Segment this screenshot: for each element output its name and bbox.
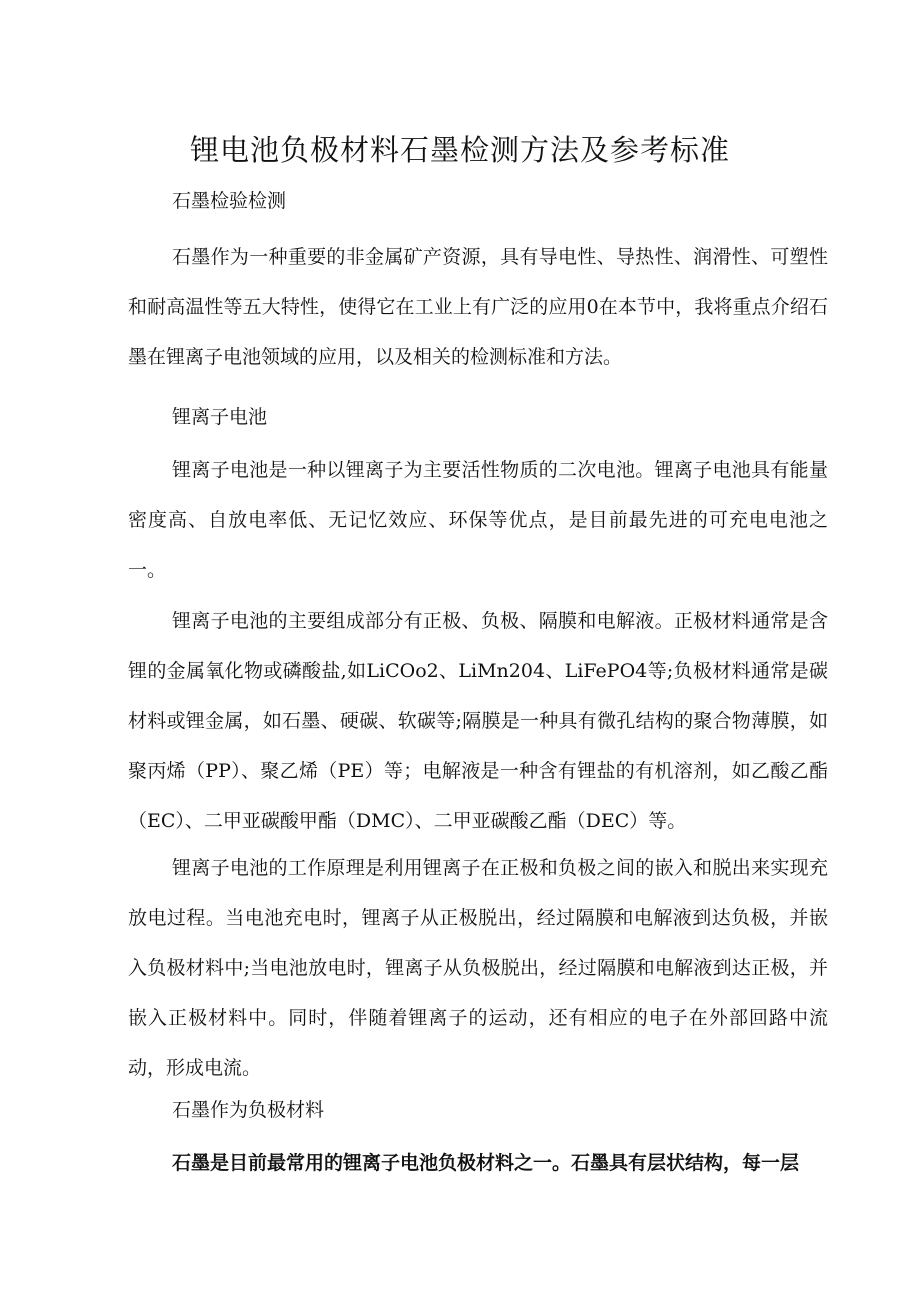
- section-heading-lithium-ion-battery: 锂离子电池: [172, 406, 268, 428]
- paragraph-graphite-anode: 石墨是目前最常用的锂离子电池负极材料之一。石墨具有层状结构，每一层: [172, 1152, 800, 1174]
- paragraph-battery-definition: 锂离子电池是一种以锂离子为主要活性物质的二次电池。锂离子电池具有能量密度高、自放电率低、无记忆效应、环保等优点，是目前最先进的可充电电池之一。: [128, 459, 828, 581]
- paragraph-battery-components: 锂离子电池的主要组成部分有正极、负极、隔膜和电解液。正极材料通常是含锂的金属氧化物或磷酸盐,如LiCOo2、LiMn204、LiFePO4等;负极材料通常是碳材料或锂金属，如石墨、硬碳、软碳等;隔膜是一种具有微孔结构的聚合物薄膜，如聚丙烯（PP）、聚乙烯（PE）等；电解液是一种含有锂盐的有机溶剂，如乙酸乙酯（EC）、二甲亚碳酸甲酯（DMC）、二甲亚碳酸乙酯（DEC）等。: [128, 610, 828, 832]
- section-heading-graphite-testing: 石墨检验检测: [172, 190, 287, 212]
- paragraph-graphite-intro: 石墨作为一种重要的非金属矿产资源，具有导电性、导热性、润滑性、可塑性和耐高温性等五大特性，使得它在工业上有广泛的应用0在本节中，我将重点介绍石墨在锂离子电池领域的应用，以及相关的检测标准和方法。: [128, 246, 828, 368]
- paragraph-battery-principle: 锂离子电池的工作原理是利用锂离子在正极和负极之间的嵌入和脱出来实现充放电过程。当电池充电时，锂离子从正极脱出，经过隔膜和电解液到达负极，并嵌入负极材料中;当电池放电时，锂离子从负极脱出，经过隔膜和电解液到达正极，并嵌入正极材料中。同时，伴随着锂离子的运动，还有相应的电子在外部回路中流动，形成电流。: [128, 857, 828, 1079]
- section-heading-graphite-anode: 石墨作为负极材料: [172, 1099, 325, 1121]
- document-title: 锂电池负极材料石墨检测方法及参考标准: [189, 133, 730, 167]
